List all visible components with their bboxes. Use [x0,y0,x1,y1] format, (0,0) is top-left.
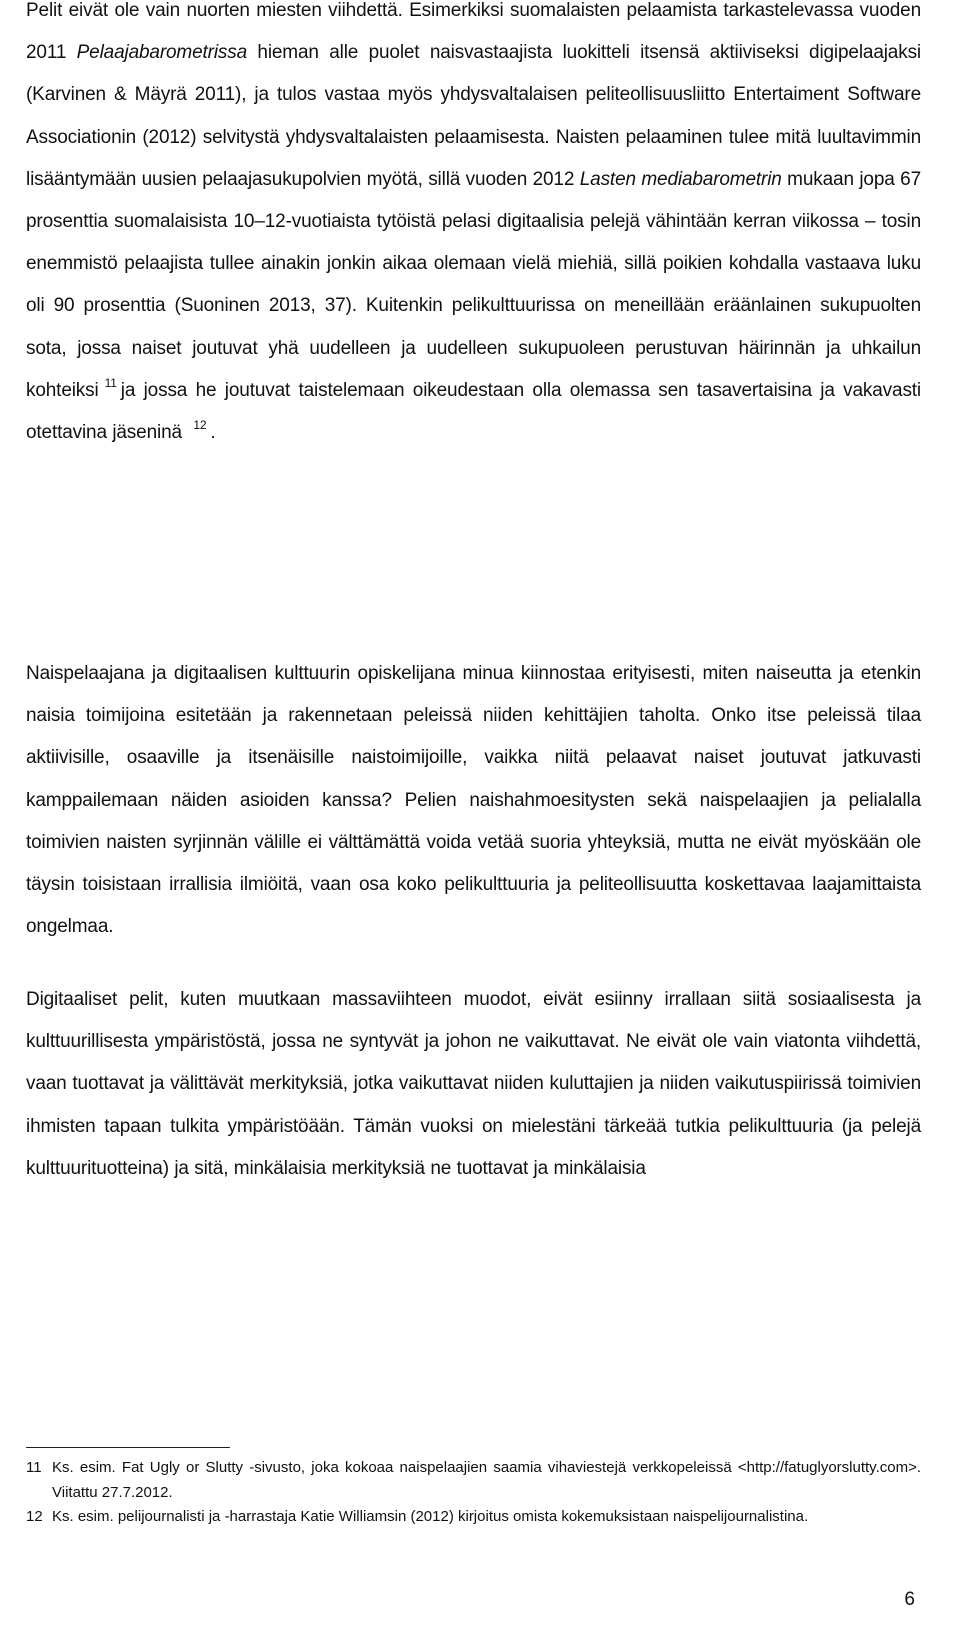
paragraph-text: hieman alle puolet naisvastaajista luokitteli itsensä aktiiviseksi digipelaajaksi (Karvinen & Mäyrä 2011), ja tulos vastaa myös yhdysvaltalaisen peliteollisuusliitto Entertaiment Software Associationin (2012) selvitystä yhdysvaltalaisten pelaamisesta. Naisten pelaaminen tulee mitä luultavimmin lisääntymään uusien pelaajasukupolvien myötä, sillä vuoden 2012 [26,42,921,190]
paragraph-text: ja jossa he joutuvat taistelemaan oikeudestaan olla olemassa sen tasavertaisina ja vakavasti otettavina jäseninä [26,379,921,444]
footnote-number: 11 [26,1459,42,1476]
page-number: 6 [904,1589,915,1610]
footnote-text: Ks. esim. pelijournalisti ja -harrastaja Katie Williamsin (2012) kirjoitus omista kokemuksistaan naispelijournalistina. [52,1508,809,1525]
footnotes [26,1456,921,1530]
body-paragraph-2: Naispelaajana ja digitaalisen kulttuurin opiskelijana minua kiinnostaa erityisesti, miten naiseutta ja etenkin naisia toimijoina esitetään ja rakennetaan peleissä niiden kehittäjien taholta. Onko itse peleissä tilaa aktiivisille, osaaville ja itsenäisille naistoimijoille, vaikka niitä pelaavat naiset joutuvat jatkuvasti kamppailemaan näiden asioiden kanssa? Pelien naishahmoesitysten sekä naispelaajien ja pelialalla toimivien naisten syrjinnän välille ei välttämättä voida vetää suoria yhteyksiä, mutta ne eivät myöskään ole täysin toisistaan irrallisia ilmiöitä, vaan osa koko pelikulttuuria ja peliteollisuutta koskettavaa laajamittaista ongelmaa. [26,663,921,938]
paragraph-text: mukaan jopa 67 prosenttia suomalaisista 10–12-vuotiaista tytöistä pelasi digitaalisia pelejä vähintään kerran viikossa – tosin enemmistö pelaajista tullee ainakin jonkin aikaa olemaan vielä miehiä, sillä poikien kohdalla vastaava luku oli 90 prosenttia (Suoninen 2013, 37). Kuitenkin pelikulttuurissa on meneillään eräänlainen sukupuolten sota, jossa naiset joutuvat yhä uudelleen ja uudelleen sukupuoleen perustuvan häirinnän ja uhkailun kohteiksi [26,168,922,401]
footnote-reference-12[interactable]: 12 [193,418,207,433]
italic-title-lasten-mediabarometri: Lasten mediabarometrin [579,168,782,190]
footnote-12 [26,1505,921,1530]
footnote-separator [26,1447,230,1448]
footnote-reference-11[interactable]: 11 [104,375,117,390]
footnote-number: 12 [26,1508,43,1525]
italic-title-pelaajabarometri: Pelaajabarometrissa [76,42,248,64]
paragraph-text: Pelit eivät ole vain nuorten miesten viihdettä. Esimerkiksi suomalaisten pelaamista tarkastelevassa vuoden 2011 [26,0,921,64]
paragraph-text: . [210,422,216,444]
footnote-11 [26,1456,921,1505]
body-paragraph-1 [26,0,921,454]
footnote-text: Ks. esim. Fat Ugly or Slutty -sivusto, joka kokoaa naispelaajien saamia vihaviestejä verkkopeleissä <http://fatuglyorslutty.com>. Viitattu 27.7.2012. [52,1459,921,1501]
body-paragraph-3: Digitaaliset pelit, kuten muutkaan massaviihteen muodot, eivät esiinny irrallaan siitä sosiaalisesta ja kulttuurillisesta ympäristöstä, jossa ne syntyvät ja johon ne vaikuttavat. Ne eivät ole vain viatonta viihdettä, vaan tuottavat ja välittävät merkityksiä, jotka vaikuttavat niiden kuluttajien ja niiden vaikutuspiirissä toimivien ihmisten tapaan tulkita ympäristöään. Tämän vuoksi on mielestäni tärkeää tutkia pelikulttuuria (ja pelejä kulttuurituotteina) ja sitä, minkälaisia merkityksiä ne tuottavat ja minkälaisia [26,989,921,1179]
